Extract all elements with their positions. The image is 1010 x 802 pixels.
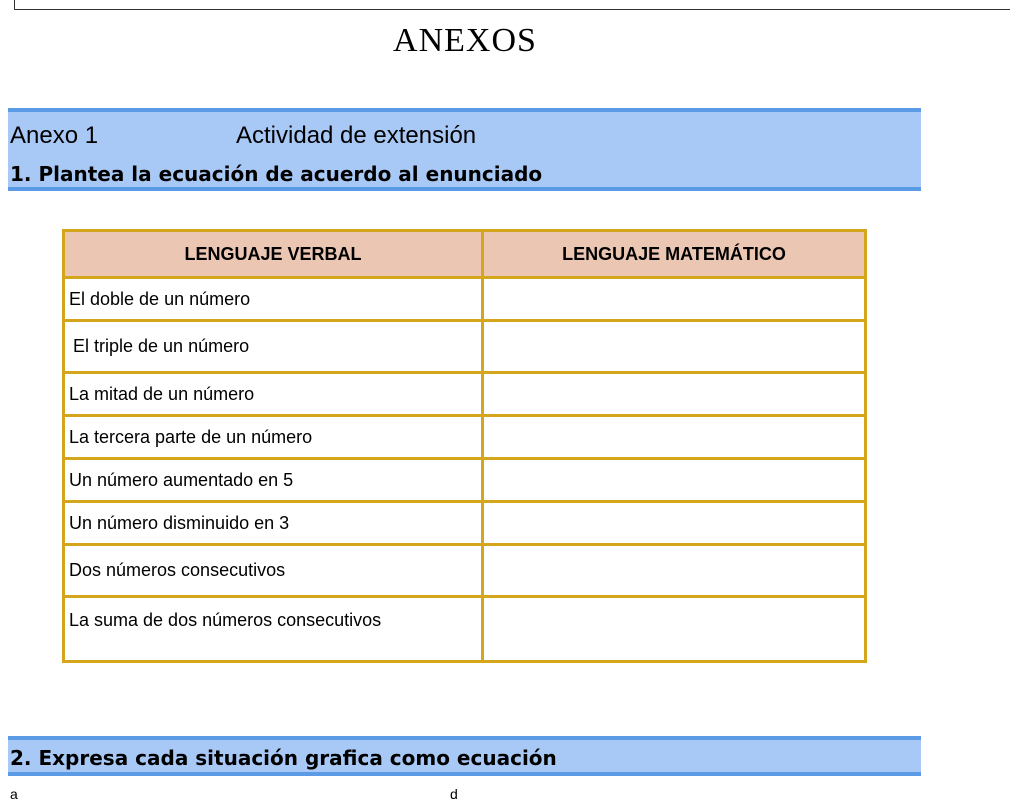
table-row — [64, 502, 866, 545]
section1-instruction: 1. Plantea la ecuación de acuerdo al enunciado — [10, 162, 543, 186]
top-border-line — [14, 0, 1010, 10]
section2-instruction: 2. Expresa cada situación grafica como ecuación — [10, 746, 557, 770]
anexo1-header-band — [8, 108, 921, 191]
figure-label-a: a — [10, 786, 18, 802]
verbal-cell: Un número disminuido en 3 — [64, 502, 483, 545]
verbal-cell: La mitad de un número — [64, 373, 483, 416]
math-answer-cell[interactable] — [483, 321, 866, 373]
verbal-cell: Un número aumentado en 5 — [64, 459, 483, 502]
verbal-cell: La suma de dos números consecutivos — [64, 597, 483, 662]
math-answer-cell[interactable] — [483, 373, 866, 416]
table-header-row — [64, 231, 866, 278]
verbal-cell: El doble de un número — [64, 278, 483, 321]
math-answer-cell[interactable] — [483, 545, 866, 597]
table-row — [64, 373, 866, 416]
math-answer-cell[interactable] — [483, 278, 866, 321]
anexo-activity-title: Actividad de extensión — [236, 122, 477, 149]
math-answer-cell[interactable] — [483, 502, 866, 545]
table-row — [64, 416, 866, 459]
verbal-cell: El triple de un número — [64, 321, 483, 373]
math-answer-cell[interactable] — [483, 597, 866, 662]
anexo-label: Anexo 1 — [10, 122, 99, 149]
page-title: ANEXOS — [393, 22, 537, 59]
table-row — [64, 321, 866, 373]
table-row — [64, 278, 866, 321]
verbal-cell: La tercera parte de un número — [64, 416, 483, 459]
table-row — [64, 545, 866, 597]
header-lenguaje-matematico: LENGUAJE MATEMÁTICO — [483, 231, 866, 278]
math-answer-cell[interactable] — [483, 459, 866, 502]
figure-label-d: d — [450, 786, 458, 802]
math-answer-cell[interactable] — [483, 416, 866, 459]
table-row — [64, 459, 866, 502]
equation-table — [62, 229, 867, 663]
table-row — [64, 597, 866, 662]
header-lenguaje-verbal: LENGUAJE VERBAL — [64, 231, 483, 278]
section2-header-band — [8, 736, 921, 776]
verbal-cell: Dos números consecutivos — [64, 545, 483, 597]
